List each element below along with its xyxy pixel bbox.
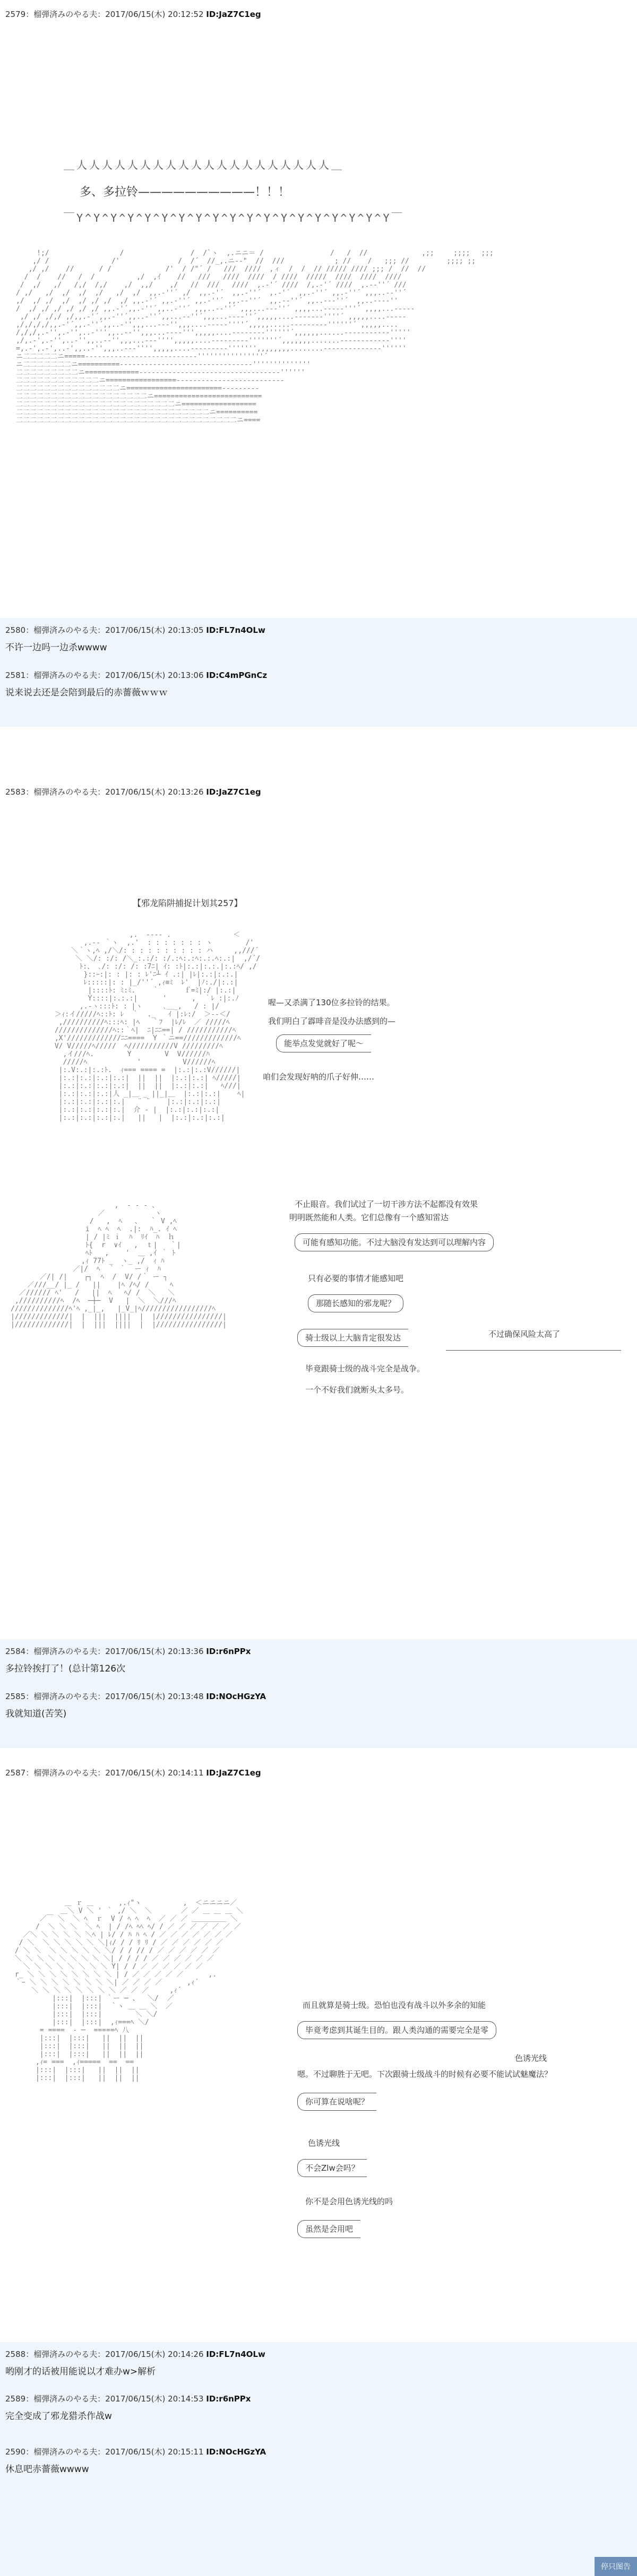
post-meta: ：榴弾済みのやる夫：2017/06/15(木) 20:14:11 xyxy=(25,1768,204,1778)
post-number: 2579 xyxy=(5,10,26,19)
post-id: ID:r6nPPx xyxy=(206,1647,251,1656)
post-body: 哟刚才的话被用能说以才难办w>解析 xyxy=(5,2366,156,2377)
post-body: 说来说去还是会陪到最后的赤薔薇ｗｗｗ xyxy=(5,687,168,698)
speech-bubble: 虽然是会用吧 xyxy=(297,2220,360,2238)
footer-watermark: 停只图告 xyxy=(595,2557,637,2576)
post-meta: ：榴弾済みのやる夫：2017/06/15(木) 20:13:06 xyxy=(25,671,204,680)
post-meta: ：榴弾済みのやる夫：2017/06/15(木) 20:14:53 xyxy=(25,2394,204,2404)
dialogue-line: 而且就算是骑士级。恐怕也没有战斗以外多余的知能 xyxy=(303,2000,486,2010)
post-header xyxy=(5,2393,637,2405)
bubble-connector xyxy=(446,1350,621,1351)
post-meta: ：榴弾済みのやる夫：2017/06/15(木) 20:13:36 xyxy=(25,1647,204,1656)
post-number: 2581 xyxy=(5,671,26,680)
post-body: 休息吧赤薔薇wwww xyxy=(5,2464,89,2475)
ascii-art-knights: , ‐ ‐ ‐ 、 ／ ヽ / , ﾍ 、 ｀ V ,ﾍ i ﾍ ﾍ ﾍ .|: ﾊ_. ｲ ﾍ | / |ﾐ ｉ ﾊ ﾘｲ ﾊ ｈ ﾄ{ r ∨ｲ , ｔ| ｀| ﾍﾄ , ' ＿ ,ｲ ｀ ﾄ ,ｨ 77ﾄ _ ヽ_ ,/ ｨ ﾊ ／|/ ﾍ ｀ ｀ ー ｨ ﾊ ／/| /| ┌┐ ﾍ / V/ /｀ ー ┐ ／///__/ |_ / || |ﾍ /ﾍ/ / ﾍ ／////// ﾍ' / || ﾍ ﾍ/ / ＼ ＼ ,//////////ﾍ /ﾍ ─┼─ V | ＼ ＼///ﾍ //////////////ﾍ'ﾍ ,_|_, |_V_|ﾍ/////////////////ﾍ |/////////////| | ||| |||| | |////////////////| |/////////////| | ||| |||| | |////////////////| xyxy=(11,1202,227,1329)
post-header xyxy=(5,8,637,20)
dialogue-line: 色诱光线 xyxy=(308,2138,340,2148)
post xyxy=(0,2386,637,2439)
post-number: 2587 xyxy=(5,1768,26,1778)
post-meta: ：榴弾済みのやる夫：2017/06/15(木) 20:13:48 xyxy=(25,1692,204,1701)
shout-bubble-frame: ＿人人人人人人人人人人人人人人人人人人人人＿ xyxy=(64,159,344,171)
ascii-art-characters-scene3: ＿ ｒ ＿ ,.ｨ"ヽ , ＜ニニニニ／ ＿＼ V ＼ ' ｀ ,/ ＼ ＼ ／ ／ ＿ ＿ ＿ ＼ ／￣ ＼ ＼ ﾍ ｒ V / ﾍ ﾍ ﾍ ／ ／ ／ ＿＿＿＿＿ ＼ / ＼ ＼ ＼ ＼ ﾍ | / /ﾍ ﾍﾍ ﾍ/ / ／ ／ ／ ／ ／ ／ ／ ／＼ ＼ ＼ ＼ ＼ ＼ﾍ | ﾚ/ / ﾊ ﾊ ﾍ / ／ ／ ／ ／ ／ ／ ／ / ＼ ＼ ＼ ＼ ＼ ＼ ＼|ｨ/ / / ﾘ ﾘ / ／ ／ ／ ／ ／ ／ / ＼ ＼ ＼ ＼ ＼ ＼ ＼ ＼/ / / // / ／ ／ ／ ／ ／ ／ ＼ ＼ ＼ ＼ ＼ ＼ ＼ ＼ ＼| / / / / ／ ／ ／ ／ ／ ／ ＼ ＼ ＼ ＼ ＼ ＼ ＼ ＼ Y| / / ／ ／ ／ ／ ／ ／ r_ ＼ ＼ ＼ ＼ ＼ ＼ ＼ ＼ | / ／ ／ ／ ／ ／ ,. ｀ｰ ＼ ＼ ＼ ＼ ＼ ＼ ＼ ＼| ／ ／ ／ ／ ,ｨ´ ＼ ＼ ＼ ＼ ＼ ＼ ＼ ＼ ／ ／ ／ ,ｨ´ |:::| |:::| ｀ー ─ 、 ＼/ ／ |:::| |:::| ｀ヽ ＿ ＿ ＼ ／ |:::| |:::| ＼ ＼/ |:::| |:::| ,ｨ===ﾍ ＼/ = ==== ‐ ─ =====ﾍ 八 |:::| |:::| || || || |:::| |:::| || || || |:::| |:::| || || || ,ｨ= === ,ｨ===== == == |:::| |:::| || || || |:::| |:::| || || || xyxy=(14,1899,243,2082)
post-number: 2583 xyxy=(5,787,26,797)
post-header xyxy=(5,2348,637,2360)
dialogue-line: 一个不好我们就断头太多号。 xyxy=(305,1385,409,1395)
dialogue-line: 明明既然能和人类。它们总像有一个感知雷达 xyxy=(289,1213,449,1222)
post-id: ID:C4mPGnCz xyxy=(206,671,268,680)
post-header xyxy=(5,1646,637,1657)
post-id: ID:JaZ7C1eg xyxy=(206,1768,261,1778)
speech-bubble: 那随长感知的邪龙呢？ xyxy=(308,1294,403,1312)
ascii-art-speed-lines: !;/ / / /`ヽ ,.ニニ＝ / / / // ,;; ;;;; ;;; ,/ / /' / /´ //_,.ニ-‐" // /// ; // / ;;; // ;;;; ;; ,/ ,/ // / / /' / /"´ / /// //// ,ィ / / // ///// //// ;;; / // // / / // / / ,/ ,ｲ // /// //// //// / //// ///// //// //// //// / ,/ ,/ /,/ /,/ ,/ ,,/ ,/ // /// //// ,.-'´ //// /,.-'´ //// ,.-‐''´ /// / ,/ ,/ ,/ ,/ ,/ ,/ ,/ ,,.-''´ ,/ ,,.-'´ ,,.-''´ ,.-'´ ,,.-''´ ,,.-''´ ,,,..-‐''´ ,/ ,/ ,/ ,/ ,/ ,/ ,/ ,/ ,,.-'´ ,,.-''´ ,,.-''´ ,,.--''´ ,,.-‐''´ ,,..--‐''´ ,,..--‐‐'' / ,/ ,/ ,/ ,/ ,/ ,/ ,,.-'´,,.-''´,,..-''´ ,,,..-‐''´ ,,,...--‐''´ ,,,,...---‐‐'''´ ,,,,...---‐‐ ,/ ,/ ,/,/ ,/,,.-'´,,.-''´,,..-''´,,...--''´,,,...---‐''´,,,,,....----‐‐‐''''´ ,,,,,....----- ,/,/,/,/,,.-'´,,.-''´,,..-'',,,...--‐'',,,....---‐‐''''´,,,,,.....------‐‐‐''''''´ ,,,,,.... /,/,/,.-'',.-'',..-''',,..--'',,,...---‐''',,,,,....-----‐‐‐''''''´,,,,,,......-------‐‐‐‐''''' ,/,.-',.-'',..-'',,..--'',,,...---'''',,,,,....------‐‐‐'''''''´,,,,,,,.......--------‐‐‐‐'''' =,.-',.-',..-',,..-'',,,..---'''',,,,,....------‐‐‐''''''',,,,,,,,........---------‐‐‐‐‐'''''' ニ二二二二二ニ=====------------------‐‐‐‐‐‐‐‐‐''''''''''''''''´ ニ二二二二二二二ニ==========---------------------‐‐‐‐‐‐‐‐‐‐‐'''''''''''''' 二二二二二二二二二ニ=============-------------------------‐‐‐‐‐‐‐‐‐'''''' 二二二二二二二二二二二二ニ=================-------------------------- 二二二二二二二二二二二二二二二ニ=======================--------- 二二二二二二二二二二二二二二二二二二二ニ========================== 二二二二二二二二二二二二二二二二二二二二二二二ニ================== 二二二二二二二二二二二二二二二二二二二二二二二二二二二二ニ========== 二二二二二二二二二二二二二二二二二二二二二二二二二二二二二二二二ニ==== xyxy=(16,249,494,424)
dialogue-line: 色诱光线 xyxy=(515,2053,547,2063)
plan-title: 【邪龙陷阱捕捉计划其257】 xyxy=(133,898,243,908)
post-header xyxy=(5,669,637,681)
post-id: ID:JaZ7C1eg xyxy=(206,10,261,19)
post-number: 2588 xyxy=(5,2349,26,2359)
shout-text: 多、多拉铃——————————！！！ xyxy=(80,186,290,199)
post-body: 多拉铃挨打了！(总计第126次 xyxy=(5,1664,126,1674)
post-id: ID:NOcHGzYA xyxy=(206,1692,266,1701)
dialogue-line: 我们明白了霹啡音是没办法感到的— xyxy=(268,1016,396,1026)
dialogue-line: 毕竟跟骑士级的战斗完全是战争。 xyxy=(305,1364,425,1373)
ascii-art-character-group: ,. -‐‐- . ＜ ,.-‐ ｀ヽ ,.' : : : : : : : ヽ /' ＼｀ヽ,ﾍ ,/＼/: : : : : : : : : : ハ ,,///´ ＼ ＼/: :/: /＼_:.:/: :/.:ﾍ:.:ﾍ:.:.ﾍ:.:| ,/´/ ﾄ:、 ､/: :/: /: :7ﾆ| ｲ: :ﾄ|:.:|:.:.|:.:ﾍ/ ,/ }::ｰ:|: : |: : ﾚ'ﾆ┴ ｲ .:| |ﾚ|:.:|:.:.| ﾚ:::::|: : |_/''´ ,ｨ≡ﾐ ﾚ' |ﾉ:./|:.:| |::::ﾄ: ﾐ:ﾐ. ｀ ｆ=ﾐ|:/ |:.:| Y::::|:.:.:| ' , ｀ﾚ :|:.ﾉ ,.-ヽ:::ﾄ: : |ヽ ､＿_, / : |/ ＞ｨ:イ/////ﾍ::ﾄ: ﾚ ｀ ._ ｲ |:ﾚ:/ ＞‐‐＜/ ,//////////ﾍ:::ﾍ: |ﾍ ｀ﾌ |ﾚ/ﾚ ／ /////ﾍ //////////////ﾍ::｀ﾍ| ﾆ|ﾆﾆ==| / ///////////ﾍ ,X'/////////////ﾆﾆ==== Y ｀ニ==/////////////ﾍ V/ V/////ﾍ///// ﾍ///////////V /////////ﾍ ,イ///ﾍ. Y V V//////ﾊ /////ﾍ ' V//////ﾍ |:.V:.:|:.:ﾄ. ｨ=== ==== = |:.:|:.:V//////| |:.:|:.:|:.:|:.:| || || |:.:|:.:| ﾍ/////| |:.:|:.:|:.:|:.:| || || |:.:|:.:| ﾍ///| |:.:|:.:|:.:|人 _|＿ _ ||_|＿ |:.:|:.:| ﾍ| |:.:|:.:|:.:|:.| ¨ ¨ |:.:|:.:|:.:| |:.:|:.:|:.:|:.| 介 ‐ | |:.:|:.:|:.:| |:.:|:.:|:.:|:.| || | |:.:|:.:|:.:| xyxy=(54,931,261,1122)
post-id: ID:JaZ7C1eg xyxy=(206,787,261,797)
post-number: 2585 xyxy=(5,1692,26,1701)
shout-bubble-frame-bottom: ￣Y^Y^Y^Y^Y^Y^Y^Y^Y^Y^Y^Y^Y^Y^Y^Y^Y^Y^Y￣ xyxy=(64,212,404,224)
post-number: 2589 xyxy=(5,2394,26,2404)
post-meta: ：榴弾済みのやる夫：2017/06/15(木) 20:14:26 xyxy=(25,2349,204,2359)
speech-bubble: 毕竟考虑到其诞生目的。跟人类沟通的需要完全是零 xyxy=(297,2021,496,2039)
post-body: 不许一边吗一边杀wwww xyxy=(5,642,107,653)
dialogue-line: 咱们会发现好呐的爪子好伸…… xyxy=(263,1072,375,1082)
post-header xyxy=(5,624,637,636)
post-id: ID:r6nPPx xyxy=(206,2394,251,2404)
dialogue-line: 嗯。不过聊胜于无吧。下次跟骑士级战斗的时候有必要不能试试魅魔法？ xyxy=(297,2069,553,2079)
post-header xyxy=(5,2446,637,2458)
post-id: ID:FL7n4OLw xyxy=(206,2349,265,2359)
post-id: ID:NOcHGzYA xyxy=(206,2447,266,2457)
post xyxy=(0,1684,637,1748)
post-number: 2584 xyxy=(5,1647,26,1656)
post xyxy=(0,618,637,663)
post-header xyxy=(5,786,637,798)
post-number: 2590 xyxy=(5,2447,26,2457)
post xyxy=(0,2439,637,2576)
post-meta: ：榴弾済みのやる夫：2017/06/15(木) 20:12:52 xyxy=(25,10,204,19)
post-body: 完全变成了邪龙猎杀作战w xyxy=(5,2411,112,2422)
dialogue-line: 不过确保风险太高了 xyxy=(488,1329,561,1339)
speech-bubble: 骑士级以上大脑肯定很发达 xyxy=(297,1329,408,1347)
post-header xyxy=(5,1691,637,1702)
post-id: ID:FL7n4OLw xyxy=(206,625,265,635)
speech-bubble: 你可算在说啥呢？ xyxy=(297,2093,376,2111)
dialogue-line: 你不是会用色诱光线的吗 xyxy=(305,2197,393,2206)
post-header xyxy=(5,1767,637,1779)
speech-bubble: 能举点发觉就好了呢～ xyxy=(276,1034,371,1052)
post-meta: ：榴弾済みのやる夫：2017/06/15(木) 20:15:11 xyxy=(25,2447,204,2457)
speech-bubble: 不会Zlw会吗？ xyxy=(297,2159,367,2177)
speech-bubble: 可能有感知功能。不过大脑没有发达到可以理解内容 xyxy=(295,1233,494,1251)
dialogue-line: 只有必要的事情才能感知吧 xyxy=(308,1274,404,1283)
post-meta: ：榴弾済みのやる夫：2017/06/15(木) 20:13:26 xyxy=(25,787,204,797)
post xyxy=(0,2342,637,2386)
post xyxy=(0,1639,637,1684)
post-body: 我就知道(苦笑) xyxy=(5,1709,67,1719)
dialogue-line: 喔—又杀满了130位多拉铃的结果。 xyxy=(268,998,395,1007)
post-number: 2580 xyxy=(5,625,26,635)
post-meta: ：榴弾済みのやる夫：2017/06/15(木) 20:13:05 xyxy=(25,625,204,635)
dialogue-line: 不止眼音。我们试过了一切干涉方法不起都没有效果 xyxy=(295,1199,478,1209)
post xyxy=(0,663,637,727)
